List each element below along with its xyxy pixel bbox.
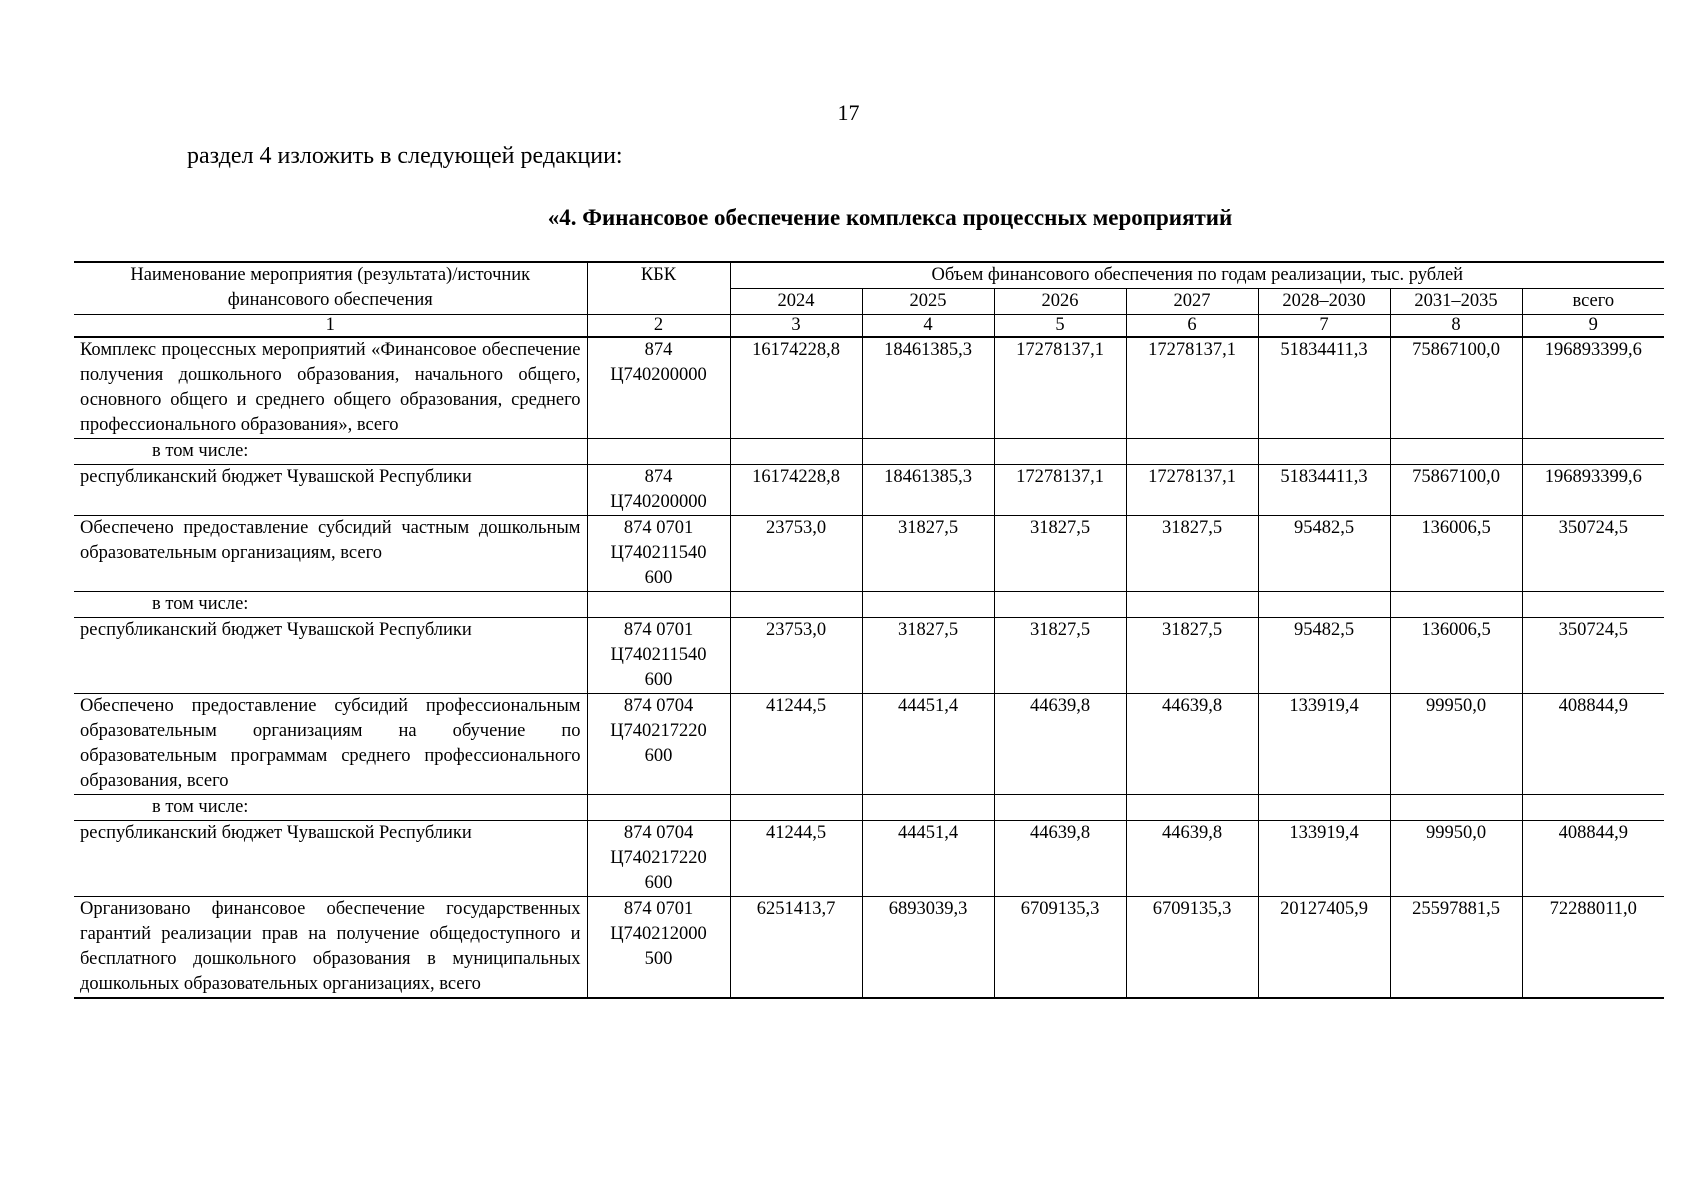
empty-cell — [1522, 439, 1664, 465]
row-name: Обеспечено предоставление субсидий частным дошкольным образовательным организациям, всего — [74, 516, 587, 592]
subheader-row — [74, 439, 1664, 465]
row-value: 23753,0 — [730, 618, 862, 694]
kbk-line: 874 — [644, 340, 673, 360]
row-value: 99950,0 — [1390, 694, 1522, 795]
kbk-line: Ц740200000 — [610, 492, 707, 512]
empty-cell — [730, 592, 862, 618]
kbk-line: Ц740211540 — [610, 645, 707, 665]
empty-cell — [1258, 439, 1390, 465]
row-name: Комплекс процессных мероприятий «Финансовое обеспечение получения дошкольного образования, начального общего, основного общего и среднего общего образования, среднего профессионального образования», всего — [74, 337, 587, 439]
table-row — [74, 618, 1664, 694]
row-value: 6251413,7 — [730, 897, 862, 999]
section-heading: «4. Финансовое обеспечение комплекса процессных мероприятий — [547, 205, 1233, 230]
row-kbk — [587, 897, 730, 999]
column-number: 7 — [1258, 315, 1390, 338]
empty-cell — [1126, 592, 1258, 618]
row-value: 51834411,3 — [1258, 337, 1390, 439]
kbk-line: 874 0704 — [623, 823, 694, 843]
empty-cell — [994, 795, 1126, 821]
row-value: 31827,5 — [994, 618, 1126, 694]
row-name: республиканский бюджет Чувашской Республики — [74, 821, 587, 897]
header-year: 2024 — [730, 289, 862, 315]
row-value: 350724,5 — [1522, 618, 1664, 694]
kbk-line: 600 — [644, 873, 673, 893]
row-value: 75867100,0 — [1390, 337, 1522, 439]
row-value: 136006,5 — [1390, 516, 1522, 592]
row-value: 44639,8 — [994, 821, 1126, 897]
empty-cell — [1258, 795, 1390, 821]
empty-cell — [730, 439, 862, 465]
column-number: 2 — [587, 315, 730, 338]
column-number: 4 — [862, 315, 994, 338]
empty-cell — [1390, 439, 1522, 465]
kbk-line: 600 — [644, 746, 673, 766]
row-value: 44451,4 — [862, 694, 994, 795]
row-name: республиканский бюджет Чувашской Республики — [74, 618, 587, 694]
row-value: 17278137,1 — [1126, 337, 1258, 439]
column-number: 6 — [1126, 315, 1258, 338]
row-value: 31827,5 — [994, 516, 1126, 592]
kbk-line: Ц740217220 — [610, 848, 707, 868]
table-row — [74, 516, 1664, 592]
intro-text: раздел 4 изложить в следующей редакции: — [187, 143, 623, 169]
row-name: Организовано финансовое обеспечение государственных гарантий реализации прав на получение общедоступного и бесплатного дошкольного образования в муниципальных дошкольных образовательных организациях, всего — [74, 897, 587, 999]
row-value: 196893399,6 — [1522, 465, 1664, 516]
page-number: 17 — [837, 100, 860, 125]
row-kbk — [587, 694, 730, 795]
row-value: 6893039,3 — [862, 897, 994, 999]
subheader-label: в том числе: — [74, 592, 587, 618]
row-value: 44639,8 — [1126, 694, 1258, 795]
row-kbk — [587, 337, 730, 439]
row-value: 44451,4 — [862, 821, 994, 897]
subheader-label: в том числе: — [74, 795, 587, 821]
kbk-line: Ц740217220 — [610, 721, 707, 741]
empty-cell — [1390, 592, 1522, 618]
empty-cell — [1258, 592, 1390, 618]
row-value: 41244,5 — [730, 821, 862, 897]
row-value: 16174228,8 — [730, 465, 862, 516]
row-value: 20127405,9 — [1258, 897, 1390, 999]
row-value: 31827,5 — [1126, 618, 1258, 694]
kbk-line: 600 — [644, 670, 673, 690]
row-value: 75867100,0 — [1390, 465, 1522, 516]
financing-table — [74, 261, 1664, 999]
header-year: 2028–2030 — [1258, 289, 1390, 315]
row-value: 99950,0 — [1390, 821, 1522, 897]
row-kbk — [587, 516, 730, 592]
row-value: 6709135,3 — [1126, 897, 1258, 999]
row-value: 18461385,3 — [862, 465, 994, 516]
kbk-line: 874 0701 — [623, 620, 694, 640]
empty-cell — [1522, 795, 1664, 821]
header-kbk-col: КБК — [587, 262, 730, 315]
row-value: 95482,5 — [1258, 516, 1390, 592]
row-value: 31827,5 — [862, 516, 994, 592]
header-volume-col: Объем финансового обеспечения по годам реализации, тыс. рублей — [730, 262, 1664, 289]
empty-cell — [1126, 795, 1258, 821]
empty-cell — [587, 592, 730, 618]
column-number: 3 — [730, 315, 862, 338]
column-number: 1 — [74, 315, 587, 338]
table-row — [74, 821, 1664, 897]
row-value: 17278137,1 — [1126, 465, 1258, 516]
kbk-line: 874 0701 — [623, 518, 694, 538]
row-value: 44639,8 — [994, 694, 1126, 795]
table-row — [74, 694, 1664, 795]
subheader-label: в том числе: — [74, 439, 587, 465]
row-value: 6709135,3 — [994, 897, 1126, 999]
row-value: 408844,9 — [1522, 821, 1664, 897]
row-value: 31827,5 — [862, 618, 994, 694]
empty-cell — [587, 795, 730, 821]
row-value: 350724,5 — [1522, 516, 1664, 592]
row-value: 408844,9 — [1522, 694, 1664, 795]
header-year: 2031–2035 — [1390, 289, 1522, 315]
row-value: 23753,0 — [730, 516, 862, 592]
row-name: республиканский бюджет Чувашской Республики — [74, 465, 587, 516]
table-row — [74, 897, 1664, 999]
row-value: 44639,8 — [1126, 821, 1258, 897]
row-kbk — [587, 465, 730, 516]
column-number: 9 — [1522, 315, 1664, 338]
kbk-line: Ц740200000 — [610, 365, 707, 385]
row-value: 133919,4 — [1258, 694, 1390, 795]
header-year: 2027 — [1126, 289, 1258, 315]
header-year: 2026 — [994, 289, 1126, 315]
kbk-line: Ц740212000 — [610, 924, 707, 944]
subheader-row — [74, 795, 1664, 821]
empty-cell — [1390, 795, 1522, 821]
row-value: 95482,5 — [1258, 618, 1390, 694]
subheader-row — [74, 592, 1664, 618]
empty-cell — [862, 439, 994, 465]
empty-cell — [1522, 592, 1664, 618]
row-value: 17278137,1 — [994, 465, 1126, 516]
kbk-line: 874 0701 — [623, 899, 694, 919]
column-number: 8 — [1390, 315, 1522, 338]
empty-cell — [994, 439, 1126, 465]
header-year: 2025 — [862, 289, 994, 315]
row-name: Обеспечено предоставление субсидий профессиональным образовательным организациям на обучение по образовательным программам среднего профессионального образования, всего — [74, 694, 587, 795]
kbk-line: 600 — [644, 568, 673, 588]
kbk-line: 874 — [644, 467, 673, 487]
empty-cell — [862, 795, 994, 821]
row-kbk — [587, 618, 730, 694]
row-value: 18461385,3 — [862, 337, 994, 439]
empty-cell — [587, 439, 730, 465]
row-value: 196893399,6 — [1522, 337, 1664, 439]
row-kbk — [587, 821, 730, 897]
row-value: 51834411,3 — [1258, 465, 1390, 516]
kbk-line: 500 — [644, 949, 673, 969]
empty-cell — [730, 795, 862, 821]
header-year: всего — [1522, 289, 1664, 315]
kbk-line: Ц740211540 — [610, 543, 707, 563]
row-value: 17278137,1 — [994, 337, 1126, 439]
header-name-col: Наименование мероприятия (результата)/источник финансового обеспечения — [74, 262, 587, 315]
empty-cell — [1126, 439, 1258, 465]
column-number: 5 — [994, 315, 1126, 338]
kbk-line: 874 0704 — [623, 696, 694, 716]
table-row — [74, 465, 1664, 516]
empty-cell — [994, 592, 1126, 618]
empty-cell — [862, 592, 994, 618]
row-value: 72288011,0 — [1522, 897, 1664, 999]
row-value: 133919,4 — [1258, 821, 1390, 897]
row-value: 16174228,8 — [730, 337, 862, 439]
row-value: 41244,5 — [730, 694, 862, 795]
table-row — [74, 337, 1664, 439]
row-value: 25597881,5 — [1390, 897, 1522, 999]
row-value: 31827,5 — [1126, 516, 1258, 592]
row-value: 136006,5 — [1390, 618, 1522, 694]
